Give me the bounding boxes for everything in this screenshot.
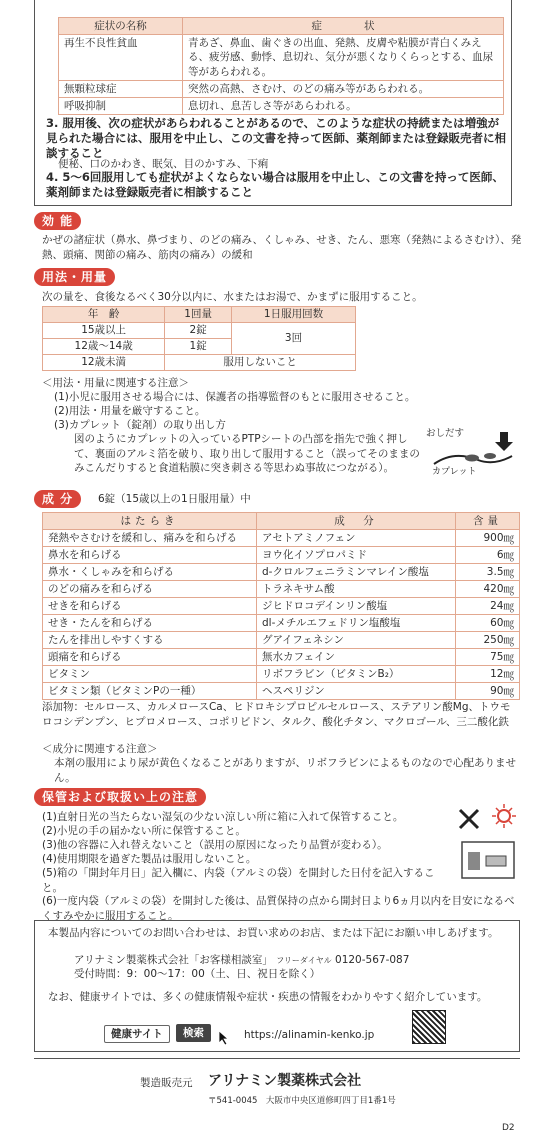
maker-address: 〒541-0045 大阪市中央区道修町四丁目1番1号 (208, 1096, 396, 1106)
table-row (43, 666, 520, 683)
ingredient-role: のどの痛みを和らげる (43, 581, 257, 598)
storage-item: (4)使用期限を過ぎた製品は服用しないこと。 (42, 853, 257, 865)
table-row (43, 615, 520, 632)
dosage-note: (1)小児に服用させる場合には、保護者の指導監督のもとに服用させること。 (54, 391, 416, 403)
dosage-header-age: 年 齢 (43, 307, 165, 323)
contact-desk (74, 953, 554, 968)
maker-name: アリナミン製薬株式会社 (208, 1073, 362, 1089)
ingredient-role: せきを和らげる (43, 598, 257, 615)
ingredient-component: トラネキサム酸 (257, 581, 456, 598)
dosage-amount: 服用しないこと (165, 355, 356, 371)
contact-phone[interactable]: 0120-567-087 (335, 954, 410, 966)
table-row (43, 547, 520, 564)
ingredient-component: dl-メチルエフェドリン塩酸塩 (257, 615, 456, 632)
ingredients-subtitle: 6錠（15歳以上の1日服用量）中 (98, 493, 251, 505)
table-row (43, 323, 356, 339)
contact-desk-name: アリナミン製薬株式会社「お客様相談室」 (74, 954, 273, 966)
ingredient-amount: 12㎎ (456, 666, 520, 683)
contact-intro: 本製品内容についてのお問い合わせは、お買い求めのお店、または下記にお願い申しあげます。 (48, 927, 499, 939)
symptom-name: 再生不良性貧血 (59, 35, 183, 81)
ingredient-component: グアイフェネシン (257, 632, 456, 649)
page-number: D2 (502, 1123, 515, 1133)
storage-item: (6)一度内袋（アルミの袋）を開封した後は、品質保持の点から開封日より6ヵ月以内を目安になるべくすみやかに服用すること。 (42, 895, 515, 922)
footer-divider (34, 1058, 520, 1059)
dosage-note: (3)カプレット（錠剤）の取り出し方 (54, 419, 226, 431)
symptom-name: 無顆粒球症 (59, 80, 183, 97)
ingredient-amount: 60㎎ (456, 615, 520, 632)
ingredients-header-amount: 含量 (456, 513, 520, 530)
freedial-label: フリーダイヤル (276, 956, 332, 965)
table-row (43, 649, 520, 666)
storage-item: (2)小児の手の届かない所に保管すること。 (42, 825, 246, 837)
ingredient-role: 鼻水・くしゃみを和らげる (43, 564, 257, 581)
dosage-age: 15歳以上 (43, 323, 165, 339)
warning-item-3-symptoms: 便秘、口のかわき、眠気、目のかすみ、下痢 (58, 158, 269, 170)
ingredient-role: ビタミン類（ビタミンPの一種） (43, 683, 257, 700)
symptom-desc: 息切れ、息苦しさ等があらわれる。 (183, 97, 504, 114)
dosage-intro: 次の量を、食後なるべく30分以内に、水またはお湯で、かまずに服用すること。 (42, 291, 423, 303)
dosage-note: (2)用法・用量を厳守すること。 (54, 405, 206, 417)
dosage-age: 12歳未満 (43, 355, 165, 371)
contact-hours: 受付時間：9：00～17：00（土、日、祝日を除く） (74, 968, 321, 980)
ingredient-role: 鼻水を和らげる (43, 547, 257, 564)
symptom-desc: 突然の高熱、さむけ、のどの痛み等があらわれる。 (183, 80, 504, 97)
table-row (43, 632, 520, 649)
table-row (43, 564, 520, 581)
health-site-intro: なお、健康サイトでは、多くの健康情報や症状・疾患の情報をわかりやすく紹介しています。 (48, 991, 488, 1003)
ingredients-note-title: ＜成分に関連する注意＞ (42, 743, 158, 755)
dosage-header-times: 1日服用回数 (231, 307, 355, 323)
table-row (43, 581, 520, 598)
ingredients-heading: 成 分 (34, 490, 81, 508)
table-row (43, 683, 520, 700)
table-row (59, 35, 504, 81)
symptom-name: 呼吸抑制 (59, 97, 183, 114)
table-row (43, 598, 520, 615)
no-sunlight-storage-icon (456, 802, 520, 882)
ingredient-component: アセトアミノフェン (257, 530, 456, 547)
dosage-heading: 用法・用量 (34, 268, 115, 286)
ingredient-role: たんを排出しやすくする (43, 632, 257, 649)
ingredients-note: 本剤の服用により尿が黄色くなることがありますが、リボフラビンによるものなので心配ありません。 (54, 757, 516, 784)
dosage-age: 12歳～14歳 (43, 339, 165, 355)
maker-label: 製造販売元 (140, 1077, 193, 1089)
caplet-label: カプレット (432, 467, 477, 477)
ingredient-amount: 24㎎ (456, 598, 520, 615)
warning-item-4: 4. 5～6回服用しても症状がよくならない場合は服用を中止し、この文書を持って医師、薬剤師または登録販売者に相談すること (46, 170, 504, 199)
ingredient-amount: 6㎎ (456, 547, 520, 564)
table-row (43, 355, 356, 371)
ingredient-amount: 420㎎ (456, 581, 520, 598)
push-label: おしだす (426, 428, 465, 439)
dosage-times: 3回 (231, 323, 355, 355)
ingredient-role: 頭痛を和らげる (43, 649, 257, 666)
additives: 添加物：セルロース、カルメロースCa、ヒドロキシプロピルセルロース、ステアリン酸Mg、トウモロコシデンプン、ヒプロメロース、コポリビドン、タルク、酸化チタン、マクロゴール、三二酸化鉄 (42, 701, 511, 728)
warning-item-3: 3. 服用後、次の症状があらわれることがあるので、このような症状の持続または増強が見られた場合には、服用を中止し、この文書を持って医師、薬剤師または登録販売者に相談すること (46, 116, 506, 160)
health-site-url[interactable]: https://alinamin-kenko.jp (244, 1029, 375, 1041)
efficacy-heading: 効 能 (34, 212, 81, 230)
caplet-instructions: 図のようにカプレットの入っているPTPシートの凸部を指先で強く押して、裏面のアルミ箔を破り、取り出して服用すること（誤ってそのままのみこんだりすると食道粘膜に突き刺さる等思わぬ事故につながる）。 (74, 433, 420, 475)
table-row (59, 97, 504, 114)
symptom-header-name: 症状の名称 (59, 18, 183, 35)
health-site-label: 健康サイト (104, 1025, 170, 1043)
storage-item: (3)他の容器に入れ替えないこと（誤用の原因になったり品質が変わる）。 (42, 839, 388, 851)
cursor-pointer-icon (218, 1030, 230, 1050)
ingredient-amount: 90㎎ (456, 683, 520, 700)
symptom-header-symptom: 症 状 (183, 18, 504, 35)
qr-code-icon[interactable] (412, 1010, 446, 1044)
ingredient-role: 発熱やさむけを緩和し、痛みを和らげる (43, 530, 257, 547)
dosage-amount: 2錠 (165, 323, 232, 339)
storage-item: (5)箱の「開封年月日」記入欄に、内袋（アルミの袋）を開封した日付を記入すること。 (42, 867, 435, 894)
ingredient-amount: 250㎎ (456, 632, 520, 649)
dosage-header-amount: 1回量 (165, 307, 232, 323)
ingredients-header-role: はたらき (43, 513, 257, 530)
efficacy-text: かぜの諸症状（鼻水、鼻づまり、のどの痛み、くしゃみ、せき、たん、悪寒（発熱によるさむけ）、発熱、頭痛、関節の痛み、筋肉の痛み）の緩和 (42, 234, 522, 261)
ingredient-role: ビタミン (43, 666, 257, 683)
ingredient-amount: 3.5㎎ (456, 564, 520, 581)
table-row (59, 80, 504, 97)
ingredient-component: d-クロルフェニラミンマレイン酸塩 (257, 564, 456, 581)
symptom-desc: 青あざ、鼻血、歯ぐきの出血、発熱、皮膚や粘膜が青白くみえる、疲労感、動悸、息切れ、気分が悪くなりくらっとする、血尿等があらわれる。 (183, 35, 504, 81)
ingredient-role: せき・たんを和らげる (43, 615, 257, 632)
ingredient-component: リボフラビン（ビタミンB₂） (257, 666, 456, 683)
ingredient-amount: 75㎎ (456, 649, 520, 666)
ingredient-component: ヨウ化イソプロパミド (257, 547, 456, 564)
search-button[interactable]: 検索 (176, 1024, 211, 1042)
storage-item: (1)直射日光の当たらない湿気の少ない涼しい所に箱に入れて保管すること。 (42, 811, 404, 823)
dosage-notes-title: ＜用法・用量に関連する注意＞ (42, 377, 189, 389)
ingredients-header-component: 成 分 (257, 513, 456, 530)
ingredient-component: 無水カフェイン (257, 649, 456, 666)
ingredients-table (42, 512, 520, 700)
ingredient-component: ヘスペリジン (257, 683, 456, 700)
dosage-table (42, 306, 356, 371)
dosage-amount: 1錠 (165, 339, 232, 355)
ingredient-amount: 900㎎ (456, 530, 520, 547)
symptom-table (58, 17, 504, 115)
caplet-push-illustration-icon (424, 428, 520, 480)
table-row (43, 530, 520, 547)
storage-heading: 保管および取扱い上の注意 (34, 788, 206, 806)
ingredient-component: ジヒドロコデインリン酸塩 (257, 598, 456, 615)
